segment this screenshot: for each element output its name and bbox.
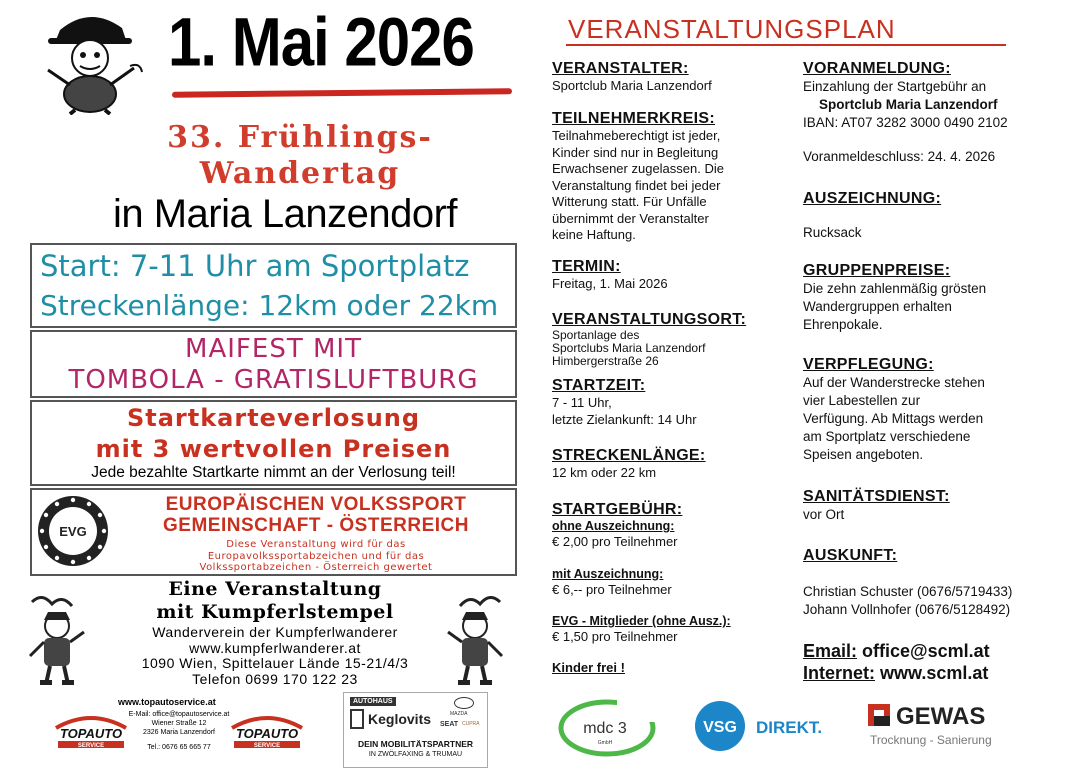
topauto-city: 2326 Maria Lanzendorf — [143, 729, 215, 736]
strecke-text: 12 km oder 22 km — [552, 465, 657, 480]
section-veranstalter — [552, 60, 792, 95]
mascot-illustration — [30, 10, 150, 115]
verpflegung-line: vier Labestellen zur — [803, 393, 921, 408]
email-label: Email: — [803, 641, 858, 661]
section-auskunft — [803, 547, 1053, 619]
keglovits-name: Keglovits — [368, 711, 432, 727]
auszeichnung-heading: AUSZEICHNUNG: — [803, 190, 942, 207]
evg-member-text: € 1,50 pro Teilnehmer — [552, 629, 678, 644]
section-veranstaltungsort — [552, 311, 792, 368]
plan-title-underline — [566, 44, 1006, 46]
gruppen-line: Die zehn zahlenmäßig grösten — [803, 281, 987, 296]
evg-member-heading: EVG - Mitglieder (ohne Ausz.): — [552, 614, 731, 628]
section-verpflegung — [803, 356, 1053, 464]
start-info-box — [30, 243, 517, 328]
contact-links — [803, 640, 990, 684]
evg-note-line-3: Volkssportabzeichen - Österreich gewertet — [199, 562, 433, 573]
kumpferl-title — [100, 578, 450, 624]
auskunft-contact-2: Johann Vollnhofer (0676/5128492) — [803, 602, 1011, 617]
mdc3-logo-sub: GmbH — [597, 740, 613, 746]
event-title-line-2: Wandertag — [199, 156, 401, 191]
voranmeldung-line-1: Einzahlung der Startgebühr an — [803, 79, 987, 94]
kumpferl-title-line-1: Eine Veranstaltung — [168, 578, 382, 600]
topauto-street: Wiener Straße 12 — [151, 720, 207, 727]
internet-value[interactable]: www.scml.at — [880, 663, 989, 683]
section-startzeit — [552, 377, 792, 428]
teilnehmer-heading: TEILNEHMERKREIS: — [552, 110, 716, 127]
plan-title: VERANSTALTUNGSPLAN — [568, 14, 896, 44]
mdc3-logo — [557, 698, 657, 758]
veranstalter-heading: VERANSTALTER: — [552, 60, 689, 77]
teilnehmer-line: Kinder sind nur in Begleitung — [552, 144, 719, 160]
teilnehmer-line: Witterung statt. Für Unfälle — [552, 194, 707, 209]
topauto-logo-1 — [50, 712, 132, 750]
teilnehmer-line: Teilnahmeberechtigt ist jeder, — [552, 128, 721, 143]
keglovits-k-icon — [350, 709, 364, 729]
verpflegung-line: am Sportplatz verschiedene — [803, 429, 971, 444]
lottery-line-1: Startkarteverlosung — [126, 404, 421, 432]
ort-line: Himbergerstraße 26 — [552, 354, 659, 368]
keglovits-tag: AUTOHAUS — [350, 697, 396, 706]
email-row — [803, 640, 990, 662]
strecke-heading: STRECKENLÄNGE: — [552, 447, 706, 464]
teilnehmer-line: keine Haftung. — [552, 227, 636, 242]
topauto-logo-1-sub: SERVICE — [77, 743, 105, 749]
topauto-mail[interactable]: E-Mail: office@topautoservice.at — [128, 711, 230, 718]
teilnehmer-line: Veranstaltung findet bei jeder — [552, 177, 721, 193]
evg-note-line-1: Diese Veranstaltung wird für das — [226, 539, 406, 550]
topauto-logo-2-sub: SERVICE — [253, 743, 281, 749]
keglovits-claim: DEIN MOBILITÄTSPARTNER — [357, 739, 474, 749]
auszeichnung-text: Rucksack — [803, 225, 862, 240]
ohne-heading: ohne Auszeichnung: — [552, 519, 675, 533]
evg-title-line-2: GEMEINSCHAFT - ÖSTERREICH — [163, 515, 469, 536]
kumpferl-address: 1090 Wien, Spittelauer Lände 15-21/4/3 — [141, 655, 409, 671]
kumpferl-title-line-2: mit Kumpferlstempel — [156, 601, 394, 623]
sanitaet-heading: SANITÄTSDIENST: — [803, 488, 950, 505]
verpflegung-line: Auf der Wanderstrecke stehen — [803, 375, 985, 390]
keglovits-ad — [343, 692, 488, 768]
ort-line: Sportanlage des — [552, 328, 640, 342]
gebuehr-heading: STARTGEBÜHR: — [552, 501, 683, 518]
auskunft-heading: AUSKUNFT: — [803, 547, 898, 564]
internet-label: Internet: — [803, 663, 875, 683]
auskunft-contact-1: Christian Schuster (0676/5719433) — [803, 584, 1013, 599]
maifest-box — [30, 330, 517, 398]
kumpferl-phone: Telefon 0699 170 122 23 — [192, 670, 358, 687]
hiker-illustration-right — [440, 592, 510, 687]
red-brush-underline — [172, 88, 512, 98]
hiker-illustration-left — [22, 592, 92, 687]
event-title — [80, 120, 520, 192]
startzeit-heading: STARTZEIT: — [552, 377, 646, 394]
vsg-logo-text: DIREKT. — [756, 718, 823, 737]
kumpferl-club: Wanderverein der Kumpferlwanderer — [152, 624, 398, 640]
event-title-line-1: 33. Frühlings- — [167, 120, 433, 155]
section-sanitaetsdienst — [803, 488, 1053, 524]
iban: IBAN: AT07 3282 3000 0490 2102 — [803, 115, 1008, 130]
gewas-logo-sub: Trocknung - Sanierung — [870, 733, 992, 747]
sanitaet-text: vor Ort — [803, 507, 845, 522]
mazda-icon — [454, 697, 474, 709]
vsg-logo-mark: VSG — [703, 719, 737, 736]
kinder-frei: Kinder frei ! — [552, 659, 625, 675]
start-time: Start: 7-11 Uhr am Sportplatz — [40, 249, 470, 283]
section-streckenlaenge — [552, 447, 792, 482]
teilnehmer-line: übernimmt der Veranstalter — [552, 210, 709, 226]
mit-text: € 6,-- pro Teilnehmer — [552, 581, 672, 597]
voranmeldung-line-2: Sportclub Maria Lanzendorf — [819, 97, 998, 112]
lottery-line-2: mit 3 wertvollen Preisen — [95, 435, 452, 463]
lottery-line-3: Jede bezahlte Startkarte nimmt an der Verlosung teil! — [91, 464, 456, 481]
keglovits-brand-cupra: CUPRA — [462, 721, 480, 727]
distance-info: Streckenlänge: 12km oder 22km — [40, 289, 499, 322]
lottery-box — [30, 400, 517, 486]
section-termin — [552, 258, 792, 293]
gewas-logo-text: GEWAS — [896, 703, 986, 730]
kumpferl-web[interactable]: www.kumpferlwanderer.at — [189, 639, 361, 656]
internet-row — [803, 662, 990, 684]
topauto-tel: Tel.: 0676 65 665 77 — [147, 744, 211, 751]
verpflegung-line: Speisen angeboten. — [803, 447, 924, 462]
topauto-logo-2 — [226, 712, 308, 750]
place-title: in Maria Lanzendorf — [112, 192, 458, 236]
evg-logo-icon — [36, 494, 110, 568]
ohne-text: € 2,00 pro Teilnehmer — [552, 534, 678, 549]
section-startgebuehr — [552, 501, 792, 675]
evg-box — [30, 488, 517, 576]
evg-logo-text: EVG — [59, 524, 87, 539]
teilnehmer-line: Erwachsener zugelassen. Die — [552, 161, 724, 176]
section-gruppenpreise — [803, 262, 1053, 334]
ort-line: Sportclubs Maria Lanzendorf — [552, 341, 706, 355]
gruppen-heading: GRUPPENPREISE: — [803, 262, 951, 279]
email-value[interactable]: office@scml.at — [862, 641, 990, 661]
mit-heading: mit Auszeichnung: — [552, 566, 664, 581]
section-teilnehmerkreis — [552, 110, 792, 244]
gewas-logo — [866, 700, 1036, 750]
gruppen-line: Ehrenpokale. — [803, 317, 883, 332]
keglovits-brand-seat: SEAT — [440, 721, 459, 728]
section-auszeichnung — [803, 190, 1053, 242]
ort-heading: VERANSTALTUNGSORT: — [552, 311, 747, 328]
evg-title — [116, 494, 516, 536]
keglovits-place: IN ZWÖLFAXING & TRUMAU — [368, 751, 463, 758]
date-title: 1. Mai 2026 — [168, 3, 474, 81]
topauto-logo-2-label: TOPAUTO — [235, 726, 299, 741]
topauto-contact — [124, 710, 234, 752]
voranmeldeschluss: Voranmeldeschluss: 24. 4. 2026 — [803, 149, 996, 164]
topauto-web[interactable]: www.topautoservice.at — [118, 697, 216, 707]
termin-text: Freitag, 1. Mai 2026 — [552, 276, 668, 291]
maifest-line-1: MAIFEST MIT — [185, 334, 362, 364]
gruppen-line: Wandergruppen erhalten — [803, 299, 952, 314]
evg-title-line-1: EUROPÄISCHEN VOLKSSPORT — [165, 494, 467, 515]
verpflegung-heading: VERPFLEGUNG: — [803, 356, 934, 373]
vsg-direkt-logo — [690, 700, 850, 752]
maifest-line-2: TOMBOLA - GRATISLUFTBURG — [68, 365, 479, 395]
termin-heading: TERMIN: — [552, 258, 621, 275]
evg-note — [116, 539, 516, 574]
kumpferl-info — [100, 625, 450, 687]
keglovits-brand-mazda: MAZDA — [450, 711, 468, 717]
mdc3-logo-text: mdc 3 — [583, 720, 627, 737]
veranstalter-text: Sportclub Maria Lanzendorf — [552, 78, 712, 93]
verpflegung-line: Verfügung. Ab Mittags werden — [803, 411, 984, 426]
section-voranmeldung — [803, 60, 1053, 166]
evg-note-line-2: Europavolkssportabzeichen und für das — [207, 550, 425, 562]
topauto-logo-1-label: TOPAUTO — [59, 726, 123, 741]
startzeit-line: letzte Zielankunft: 14 Uhr — [552, 411, 697, 427]
startzeit-line: 7 - 11 Uhr, — [552, 395, 612, 410]
voranmeldung-heading: VORANMELDUNG: — [803, 60, 951, 77]
